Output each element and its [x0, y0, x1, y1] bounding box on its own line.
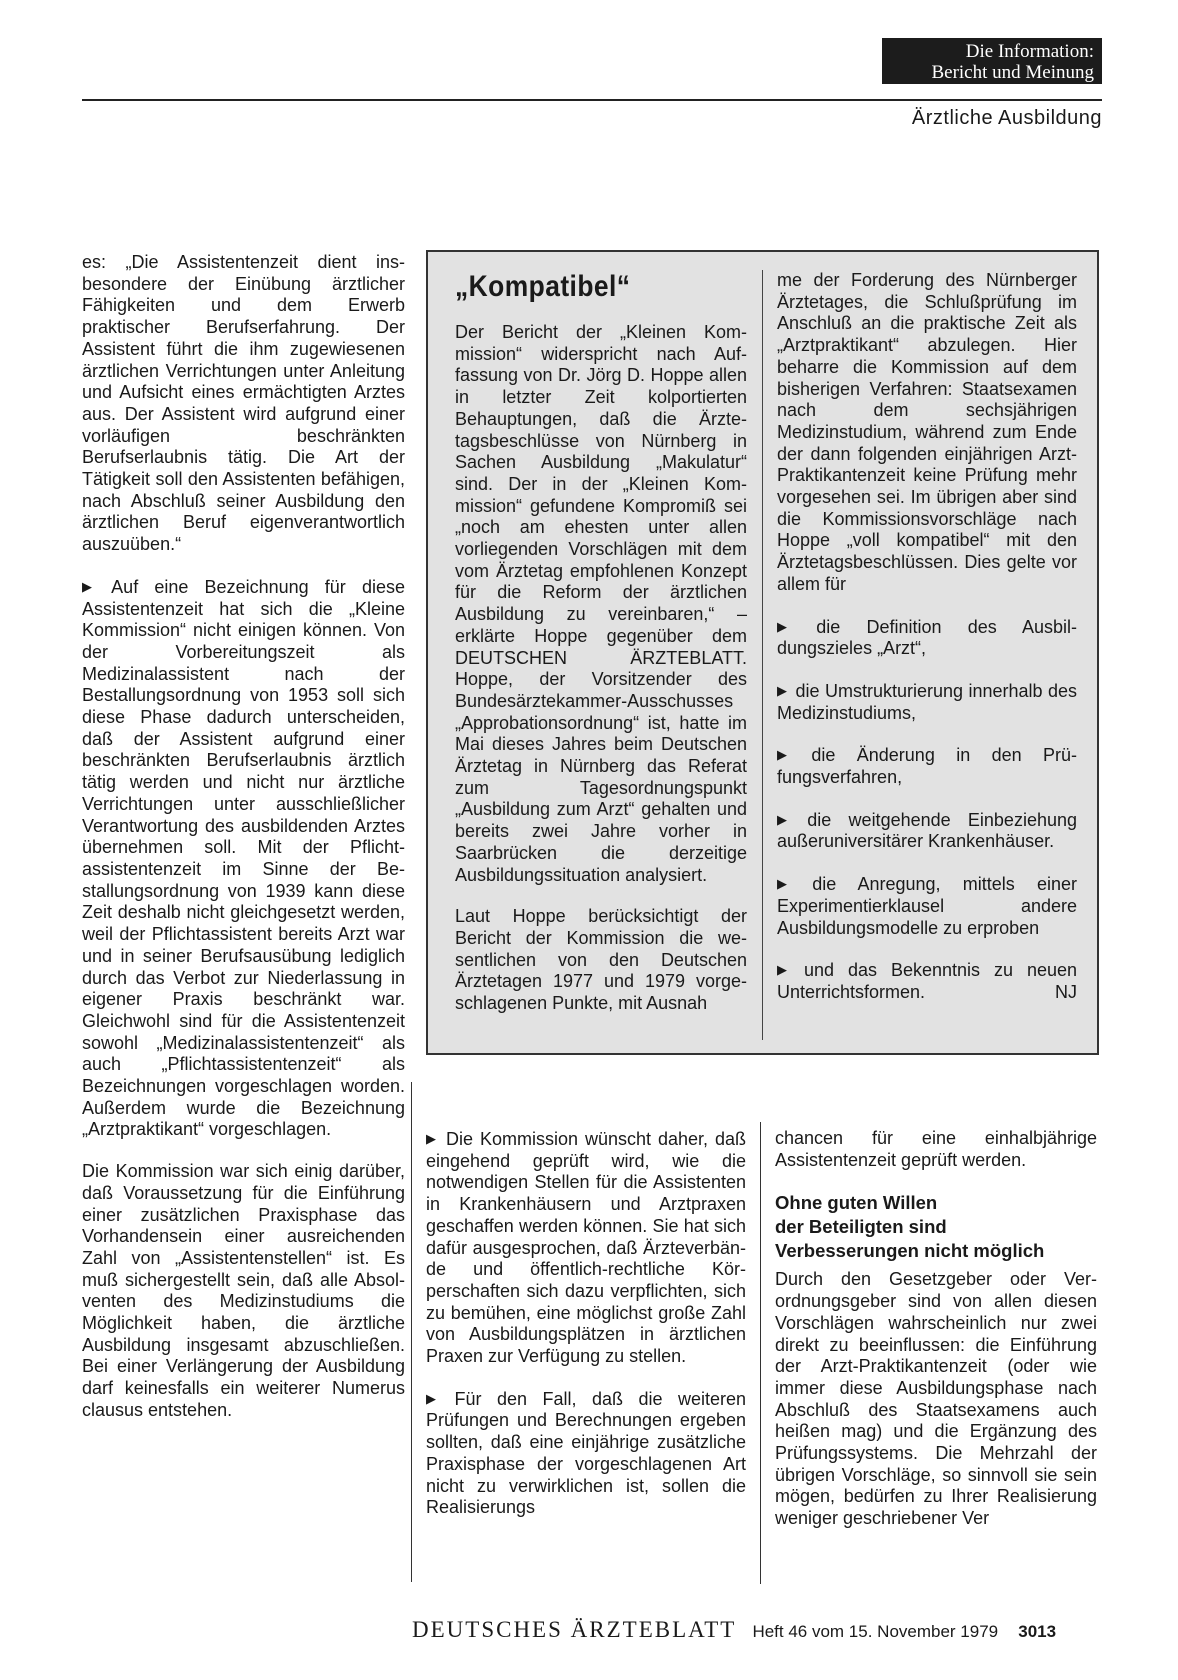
paragraph: me der Forderung des Nürnberger Ärztetages, die Schlußprüfung im Anschluß an die praktische Zeit als „Arztpraktikant“ abzulegen. Hier beharre die Kommission auf dem bisherigen Verfahren: Staatsexamen nach dem sechsjährigen Medizinstudium, während zum Ende der dann folgenden einjährigen Arzt-Praktikantenzeit keine Prüfung mehr vorgesehen sei. Im übrigen aber sind die Kommissionsvorschläge nach Hoppe „voll kompatibel“ mit den Ärztetagsbeschlüssen. Dies gelte vor allem für — [777, 270, 1077, 594]
column-3 — [775, 1128, 1097, 1550]
magazine-name: DEUTSCHES ÄRZTEBLATT — [412, 1617, 737, 1642]
sidebar-column-rule — [762, 270, 763, 1040]
paragraph: Der Bericht der „Kleinen Kommission“ widerspricht nach Auffassung von Dr. Jörg D. Hoppe allen in letzter Zeit kolportierten Behauptungen, daß die Ärztetagsbeschlüsse von Nürnberg in Sachen Ausbildung „Makulatur“ sind. Der in der „Kleinen Kommission“ gefundene Kompromiß sei „noch am ehesten unter allen vorliegenden Vorschlägen mit dem vom Ärztetag empfohlenen Konzept für die Reform der ärztlichen Ausbildung zu vereinbaren,“ – erklärte Hoppe gegenüber dem DEUTSCHEN ÄRZTEBLATT. Hoppe, der Vorsitzender des Bundesärztekammer-Ausschusses „Approbationsordnung“ ist, hatte im Mai dieses Jahres beim Deutschen Ärztetag in Nürnberg das Referat zum Tagesordnungspunkt „Ausbildung zum Arzt“ gehalten und bereits zwei Jahre vorher in Saarbrücken die derzeitige Ausbildungssituation analysiert. — [455, 322, 747, 885]
paragraph: Durch den Gesetzgeber oder Verordnungsgeber sind von allen diesen Vorschlägen wahrscheinlich nur zwei direkt zu beeinflussen: die Einführung der Arzt-Praktikantenzeit (oder wie immer diese Ausbildungsphase nach Abschluß des Staatsexamens auch heißen mag) und die Ergänzung des Prüfungssystems. Die Mehrzahl der übrigen Vorschläge, so sinnvoll sie sein mögen, bedürfen zu Ihrer Realisierung weniger geschriebener Ver — [775, 1269, 1097, 1529]
sidebar-column-left — [455, 322, 747, 1035]
column-1 — [82, 252, 405, 1442]
paragraph: Laut Hoppe berücksichtigt der Bericht der Kommission die wesentlichen von den Deutschen Ärztetagen 1977 und 1979 vorgeschlagenen Punkte, mit Ausnah — [455, 906, 747, 1014]
paragraph: es: „Die Assistentenzeit dient insbesondere der Einübung ärztlicher Fähigkeiten und dem Erwerb praktischer Berufserfahrung. Der Assistent führt die ihm zugewiesenen ärztlichen Verrichtungen unter Anleitung und Aufsicht eines ermächtigten Arztes aus. Der Assistent wird aufgrund einer vorläufigen beschränkten Berufserlaubnis tätig. Die Art der Tätigkeit soll den Assistenten befähigen, nach Abschluß seiner Ausbildung den ärztlichen Beruf eigenverantwortlich auszuüben.“ — [82, 252, 405, 555]
subheading-line: der Beteiligten sind — [775, 1216, 947, 1238]
paragraph: Die Kommission war sich einig darüber, daß Voraussetzung für die Einführung einer zusätzlichen Praxisphase das Vorhandensein einer ausreichenden Zahl von „Assistentenstellen“ ist. Es muß sichergestellt sein, daß alle Absolventen des Medizinstudiums die Möglichkeit haben, die ärztliche Ausbildung insgesamt abzuschließen. Bei einer Verlängerung der Ausbildung darf keinesfalls ein weiterer Numerus clausus entstehen. — [82, 1161, 405, 1420]
subheading-line: Verbesserungen nicht möglich — [775, 1240, 1045, 1262]
column-rule-2 — [760, 1122, 761, 1584]
subheading-line: Ohne guten Willen — [775, 1192, 938, 1214]
bullet-item: ▶ die Umstrukturierung innerhalb des Medizinstudiums, — [777, 680, 1077, 724]
badge-line-1: Die Information: — [965, 41, 1094, 62]
issue-info: Heft 46 vom 15. November 1979 — [752, 1622, 999, 1641]
bullet-item: ▶ die Änderung in den Prüfungsverfahren, — [777, 744, 1077, 788]
subheading — [775, 1191, 1097, 1263]
bullet-item: ▶ die Definition des Ausbildungszieles „Arzt“, — [777, 616, 1077, 660]
column-2 — [426, 1128, 746, 1539]
page-footer — [412, 1617, 1056, 1643]
bullet-item-last — [777, 959, 1077, 1003]
section-title: Ärztliche Ausbildung — [911, 107, 1102, 129]
bullet-paragraph: ▶ Auf eine Bezeichnung für diese Assistentenzeit hat sich die „Kleine Kommission“ nicht einigen können. Von der Vorbereitungszeit als Medizinalassistent nach der Bestallungsordnung von 1953 soll sich diese Phase dadurch unterscheiden, daß der Assistent aufgrund einer beschränkten Berufserlaubnis ärztlich tätig werden und nicht nur ärztliche Verrichtungen unter ausschließlicher Verantwortung des ausbildenden Arztes übernehmen soll. Mit der Pflichtassistentenzeit im Sinne der Bestallungsordnung von 1939 kann diese Zeit deshalb nicht gleichgesetzt werden, weil der Pflichtassistent bereits Arzt war und in seiner Berufsausübung lediglich durch das Verbot zur Niederlassung in eigener Praxis beschränkt war. Gleichwohl sind für die Assistentenzeit sowohl „Medizinalassistentenzeit“ als auch „Pflichtassistentenzeit“ als Bezeichnungen vorgeschlagen worden. Außerdem wurde die Bezeichnung „Arztpraktikant“ vorgeschlagen. — [82, 576, 405, 1141]
paragraph: chancen für eine einhalbjährige Assistentenzeit geprüft werden. — [775, 1128, 1097, 1170]
bullet-paragraph: ▶ Die Kommission wünscht daher, daß eingehend geprüft wird, wie die notwendigen Stellen für die Assistenten in Krankenhäusern und Arztpraxen geschaffen werden können. Sie hat sich dafür ausgesprochen, daß Ärzteverbände und öffentlich-rechtliche Körperschaften sich dazu verpflichten, sich zu bemühen, eine möglichst große Zahl von Ausbildungsplätzen in ärztlichen Praxen zur Verfügung zu stellen. — [426, 1128, 746, 1368]
bullet-item: ▶ die weitgehende Einbeziehung außeruniversitärer Krankenhäuser. — [777, 809, 1077, 853]
header-rule — [82, 99, 1102, 101]
section-badge — [882, 38, 1102, 84]
badge-line-2: Bericht und Meinung — [931, 62, 1094, 83]
page-number: 3013 — [1018, 1622, 1057, 1641]
bullet-paragraph: ▶ Für den Fall, daß die weiteren Prüfungen und Berechnungen ergeben sollten, daß eine einjährige zusätzliche Praxisphase der vorgeschlagenen Art nicht zu verwirklichen ist, sollen die Realisierungs — [426, 1388, 746, 1519]
bullet-item: ▶ die Anregung, mittels einer Experimentierklausel andere Ausbildungsmodelle zu erproben — [777, 873, 1077, 939]
sidebar-title: „Kompatibel“ — [455, 270, 631, 303]
sidebar-column-right — [777, 270, 1077, 1024]
column-rule-1 — [411, 1082, 412, 1582]
author-signature: NJ — [1055, 981, 1077, 1002]
bullet-text: ▶ und das Bekenntnis zu neuen Unterrichtsformen. — [777, 960, 1077, 1002]
